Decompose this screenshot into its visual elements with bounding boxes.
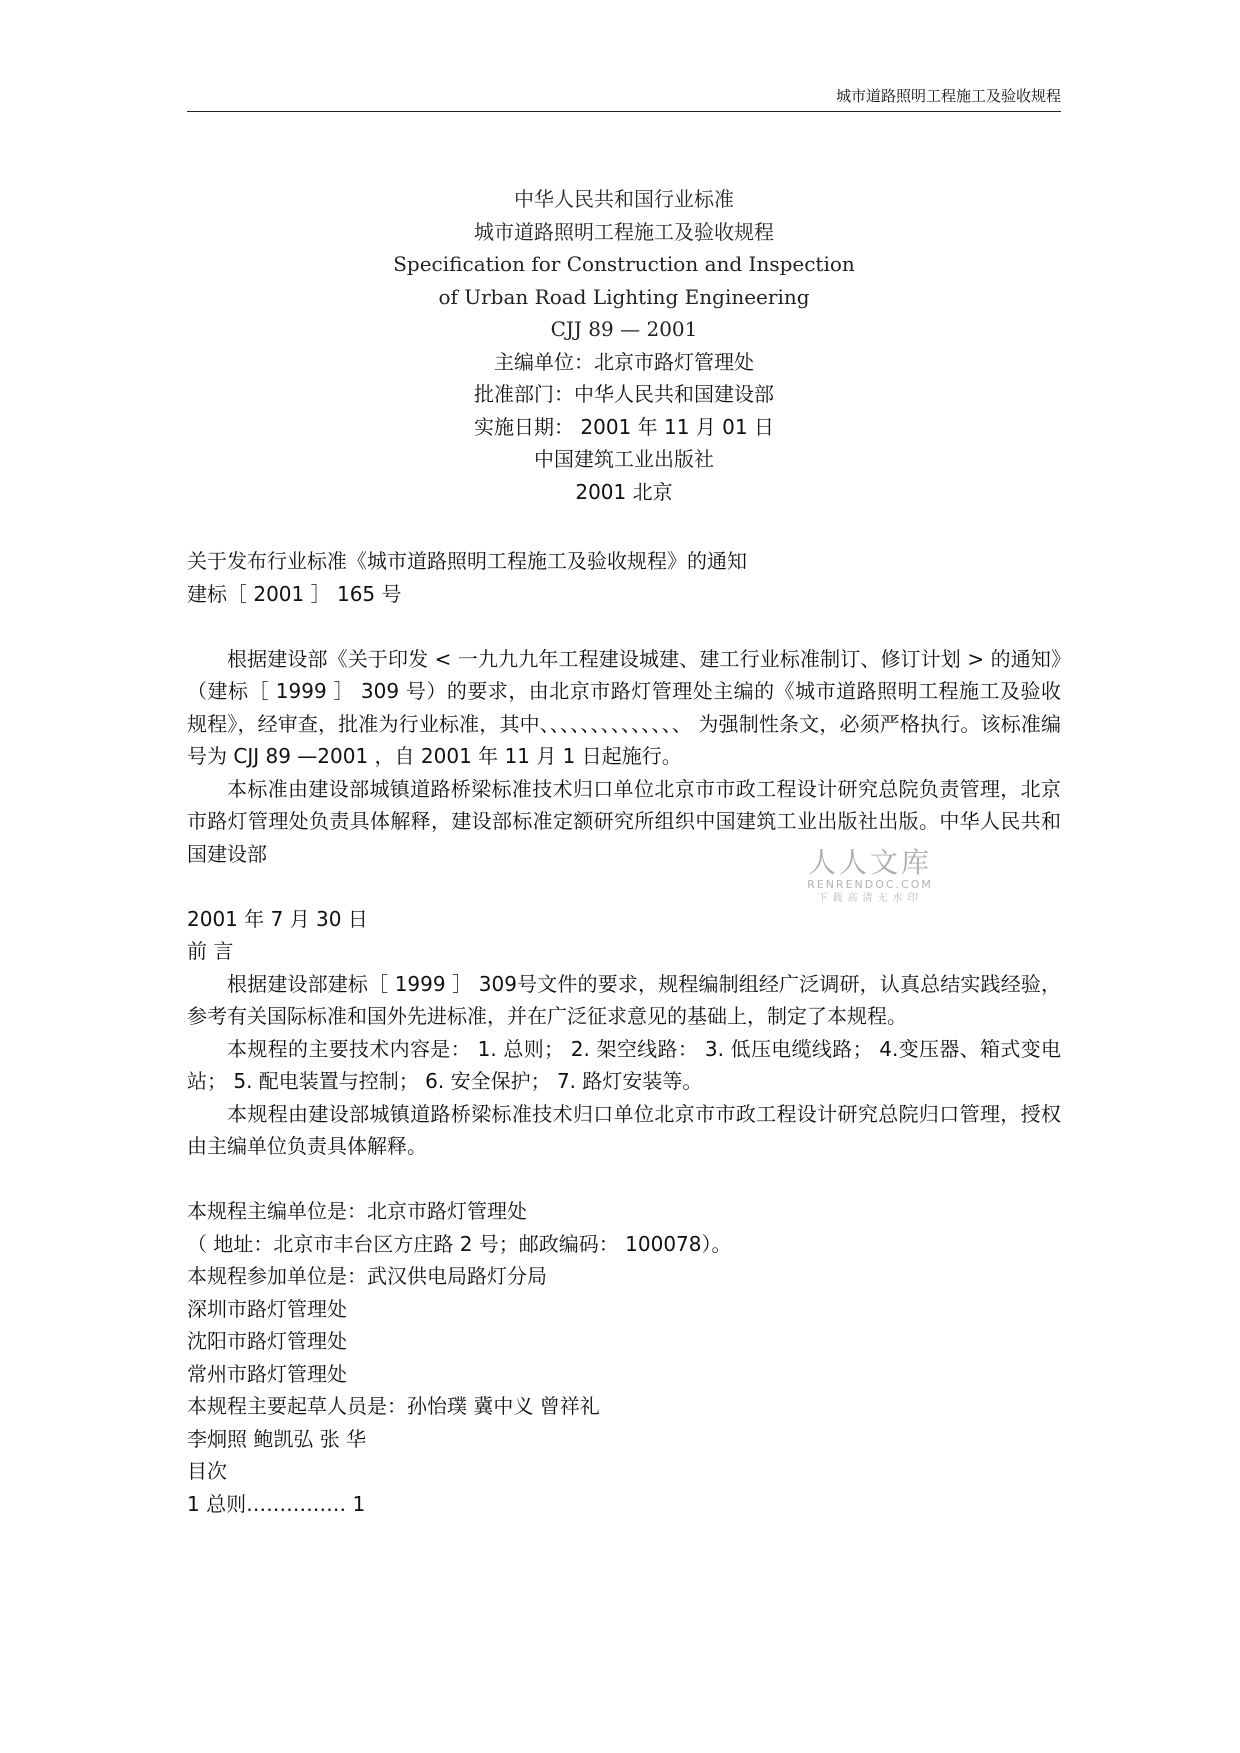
standard-category: 中华人民共和国行业标准 bbox=[514, 187, 734, 211]
credits-address: （ 地址：北京市丰台区方庄路 2 号；邮政编码： 100078）。 bbox=[187, 1231, 732, 1256]
notice-paragraph-2: 本标准由建设部城镇道路桥梁标准技术归口单位北京市市政工程设计研究总院负责管理，北京市路灯管理处负责具体解释，建设部标准定额研究所组织中国建筑工业出版社出版。中华人民共和国建设部 bbox=[187, 776, 1061, 866]
credits-participant-4: 常州市路灯管理处 bbox=[187, 1361, 347, 1386]
preface-paragraph-1: 根据建设部建标［ 1999 ］ 309号文件的要求，规程编制组经广泛调研，认真总结实践经验，参考有关国际标准和国外先进标准，并在广泛征求意见的基础上，制定了本规程。 bbox=[187, 971, 1061, 1028]
standard-title-en-line2: of Urban Road Lighting Engineering bbox=[438, 284, 810, 309]
credits-participants: 本规程参加单位是：武汉供电局路灯分局 bbox=[187, 1264, 547, 1288]
effective-date: 实施日期： 2001 年 11 月 01 日 bbox=[474, 414, 774, 439]
toc-entry: 1 总则…………… 1 bbox=[187, 1491, 366, 1516]
notice-paragraph-1: 根据建设部《关于印发 < 一九九九年工程建设城建、建工行业标准制订、修订计划 > 的通知》（建标［ 1999 ］ 309 号）的要求，由北京市路灯管理处主编的《城市道路照明工程施工及验收规程》，经审查，批准为行业标准，其中、、、、、、、、、、、、、、 为强制性条文，必须严格执行。该标准编号为 CJJ 89 —2001 ，自 2001 年 11 月 1 日起施行。 bbox=[187, 646, 1061, 768]
watermark-name: 人人文库 bbox=[807, 846, 932, 879]
editor-unit: 主编单位：北京市路灯管理处 bbox=[494, 349, 754, 374]
publication-place: 2001 北京 bbox=[575, 479, 673, 504]
watermark-url: RENRENDOC.COM bbox=[807, 878, 933, 891]
watermark bbox=[800, 848, 940, 914]
preface-heading: 前 言 bbox=[187, 939, 234, 963]
publisher: 中国建筑工业出版社 bbox=[534, 447, 714, 471]
notice-heading: 关于发布行业标准《城市道路照明工程施工及验收规程》的通知 bbox=[187, 549, 747, 573]
credits-participant-2: 深圳市路灯管理处 bbox=[187, 1296, 347, 1321]
preface-paragraph-2: 本规程的主要技术内容是： 1. 总则； 2. 架空线路： 3. 低压电缆线路； 4.变压器、箱式变电站； 5. 配电装置与控制； 6. 安全保护； 7. 路灯安装等。 bbox=[187, 1036, 1061, 1093]
approval-department: 批准部门：中华人民共和国建设部 bbox=[474, 382, 774, 406]
body-text bbox=[187, 545, 1061, 1520]
notice-doc-number: 建标［ 2001 ］ 165 号 bbox=[187, 581, 402, 606]
preface-paragraph-3: 本规程由建设部城镇道路桥梁标准技术归口单位北京市市政工程设计研究总院归口管理，授权由主编单位负责具体解释。 bbox=[187, 1101, 1061, 1158]
standard-title-en-line1: Specification for Construction and Inspection bbox=[393, 252, 855, 276]
credits-editor-unit: 本规程主编单位是：北京市路灯管理处 bbox=[187, 1199, 527, 1223]
notice-date: 2001 年 7 月 30 日 bbox=[187, 906, 368, 931]
title-block bbox=[187, 183, 1061, 508]
credits-drafters: 本规程主要起草人员是：孙怡璞 冀中义 曾祥礼 bbox=[187, 1394, 600, 1418]
watermark-tag: 下载高清无水印 bbox=[817, 893, 923, 904]
header-rule bbox=[187, 111, 1061, 112]
credits-participant-3: 沈阳市路灯管理处 bbox=[187, 1329, 347, 1353]
standard-title-cn: 城市道路照明工程施工及验收规程 bbox=[474, 219, 774, 244]
credits-drafters-2: 李炯照 鲍凯弘 张 华 bbox=[187, 1426, 367, 1451]
running-header: 城市道路照明工程施工及验收规程 bbox=[835, 87, 1061, 105]
toc-heading: 目次 bbox=[187, 1459, 227, 1483]
standard-code: CJJ 89 — 2001 bbox=[550, 317, 698, 341]
